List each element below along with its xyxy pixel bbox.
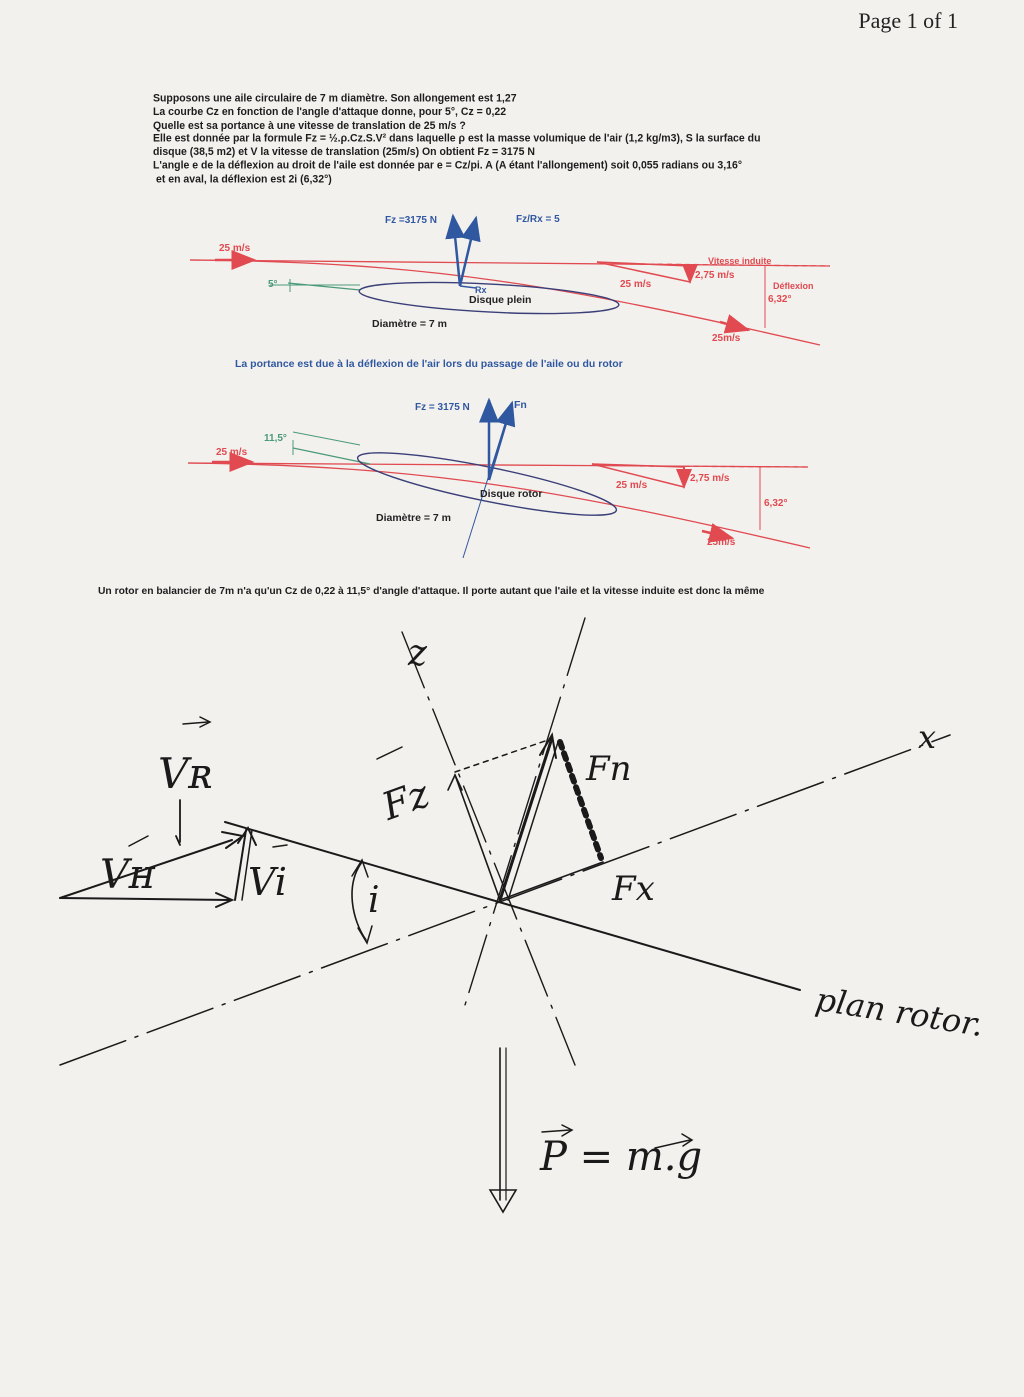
z-axis-label: z	[408, 633, 427, 674]
intro-line: L'angle e de la déflexion au droit de l'aile est donnée par e = Cz/pi. A (A étant l'allongement) soit 0,055 radians ou 3,16°	[153, 159, 743, 172]
diagram-1	[190, 214, 830, 345]
fz-projection	[455, 740, 548, 772]
intro-line: et en aval, la déflexion est 2i (6,32°)	[156, 172, 332, 186]
vi-label: Vi	[248, 860, 287, 904]
induced-value: 2,75 m/s	[695, 270, 735, 281]
induced-speed-label: Vitesse induite	[708, 256, 772, 266]
rx-label: Rx	[475, 285, 487, 295]
fn-label: Fn	[514, 399, 527, 411]
vector-speed-label: 25 m/s	[616, 480, 648, 491]
deflection-value: 6,32°	[764, 498, 788, 509]
fx-label: Fx	[612, 869, 655, 909]
disc-label: Disque plein	[469, 294, 532, 306]
intro-line: Elle est donnée par la formule Fz = ½.ρ.Cz.S.V² dans laquelle ρ est la masse volumique de l'air (1,2 kg/m3), S la surface du	[153, 132, 761, 145]
diagram-2	[188, 399, 810, 558]
diameter-label: Diamètre = 7 m	[376, 512, 451, 524]
disc-label: Disque rotor	[480, 488, 543, 500]
weight-label: P = m.g	[540, 1134, 703, 1180]
deflection-label: Déflexion	[773, 281, 814, 291]
x-axis-label: x	[918, 718, 937, 756]
speed-left-label: 25 m/s	[216, 447, 248, 458]
intro-line: disque (38,5 m2) et V la vitesse de translation (25m/s) On obtient Fz = 3175 N	[153, 145, 535, 159]
vector-speed-label: 25 m/s	[620, 279, 652, 290]
induced-value: 2,75 m/s	[690, 473, 730, 484]
force-sketch	[60, 618, 950, 1212]
vh-label: Vʜ	[100, 852, 156, 898]
rotor-axis	[465, 618, 585, 1005]
fn-arrow	[489, 403, 512, 480]
ratio-label: Fz/Rx = 5	[516, 214, 560, 225]
intro-line: La courbe Cz en fonction de l'angle d'attaque donne, pour 5°, Cz = 0,22	[153, 105, 507, 119]
plan-rotor-label: plan rotor.	[812, 980, 987, 1045]
fz-label: Fz =3175 N	[385, 215, 437, 226]
intro-line: Supposons une aile circulaire de 7 m diamètre. Son allongement est 1,27	[153, 92, 517, 105]
fx-vector	[500, 862, 603, 900]
fz-label: Fz	[376, 771, 435, 829]
z-axis	[402, 632, 575, 1065]
rotor-plane-line	[225, 822, 800, 990]
rx-arrow	[460, 286, 476, 288]
speed-left-label: 25 m/s	[219, 243, 251, 254]
angle-label: 11,5°	[264, 433, 287, 444]
outflow-speed-label: 25m/s	[707, 537, 736, 548]
caption-2: Un rotor en balancier de 7m n'a qu'un Cz de 0,22 à 11,5° d'angle d'attaque. Il porte autant que l'aile et la vitesse induite est donc la même	[98, 586, 765, 597]
deflection-value: 6,32°	[768, 294, 792, 305]
fz-label: Fz = 3175 N	[415, 402, 470, 413]
horizontal-vector	[60, 898, 230, 900]
caption-1: La portance est due à la déflexion de l'air lors du passage de l'aile ou du rotor	[235, 358, 623, 370]
diameter-label: Diamètre = 7 m	[372, 318, 447, 330]
resultant-arrow	[460, 218, 476, 286]
angle-label: 5°	[268, 279, 278, 290]
outflow-speed-label: 25m/s	[712, 333, 741, 344]
intro-line: Quelle est sa portance à une vitesse de translation de 25 m/s ?	[153, 118, 466, 132]
vr-label: Vʀ	[158, 749, 213, 798]
angle-i-label: i	[368, 880, 380, 921]
fn-vector	[500, 738, 552, 900]
outflow-arrow	[720, 322, 748, 330]
page-header: Page 1 of 1	[858, 8, 958, 33]
fz-vector	[455, 775, 500, 900]
fn-label: Fn	[586, 749, 632, 789]
sketch-labels	[100, 633, 986, 1180]
